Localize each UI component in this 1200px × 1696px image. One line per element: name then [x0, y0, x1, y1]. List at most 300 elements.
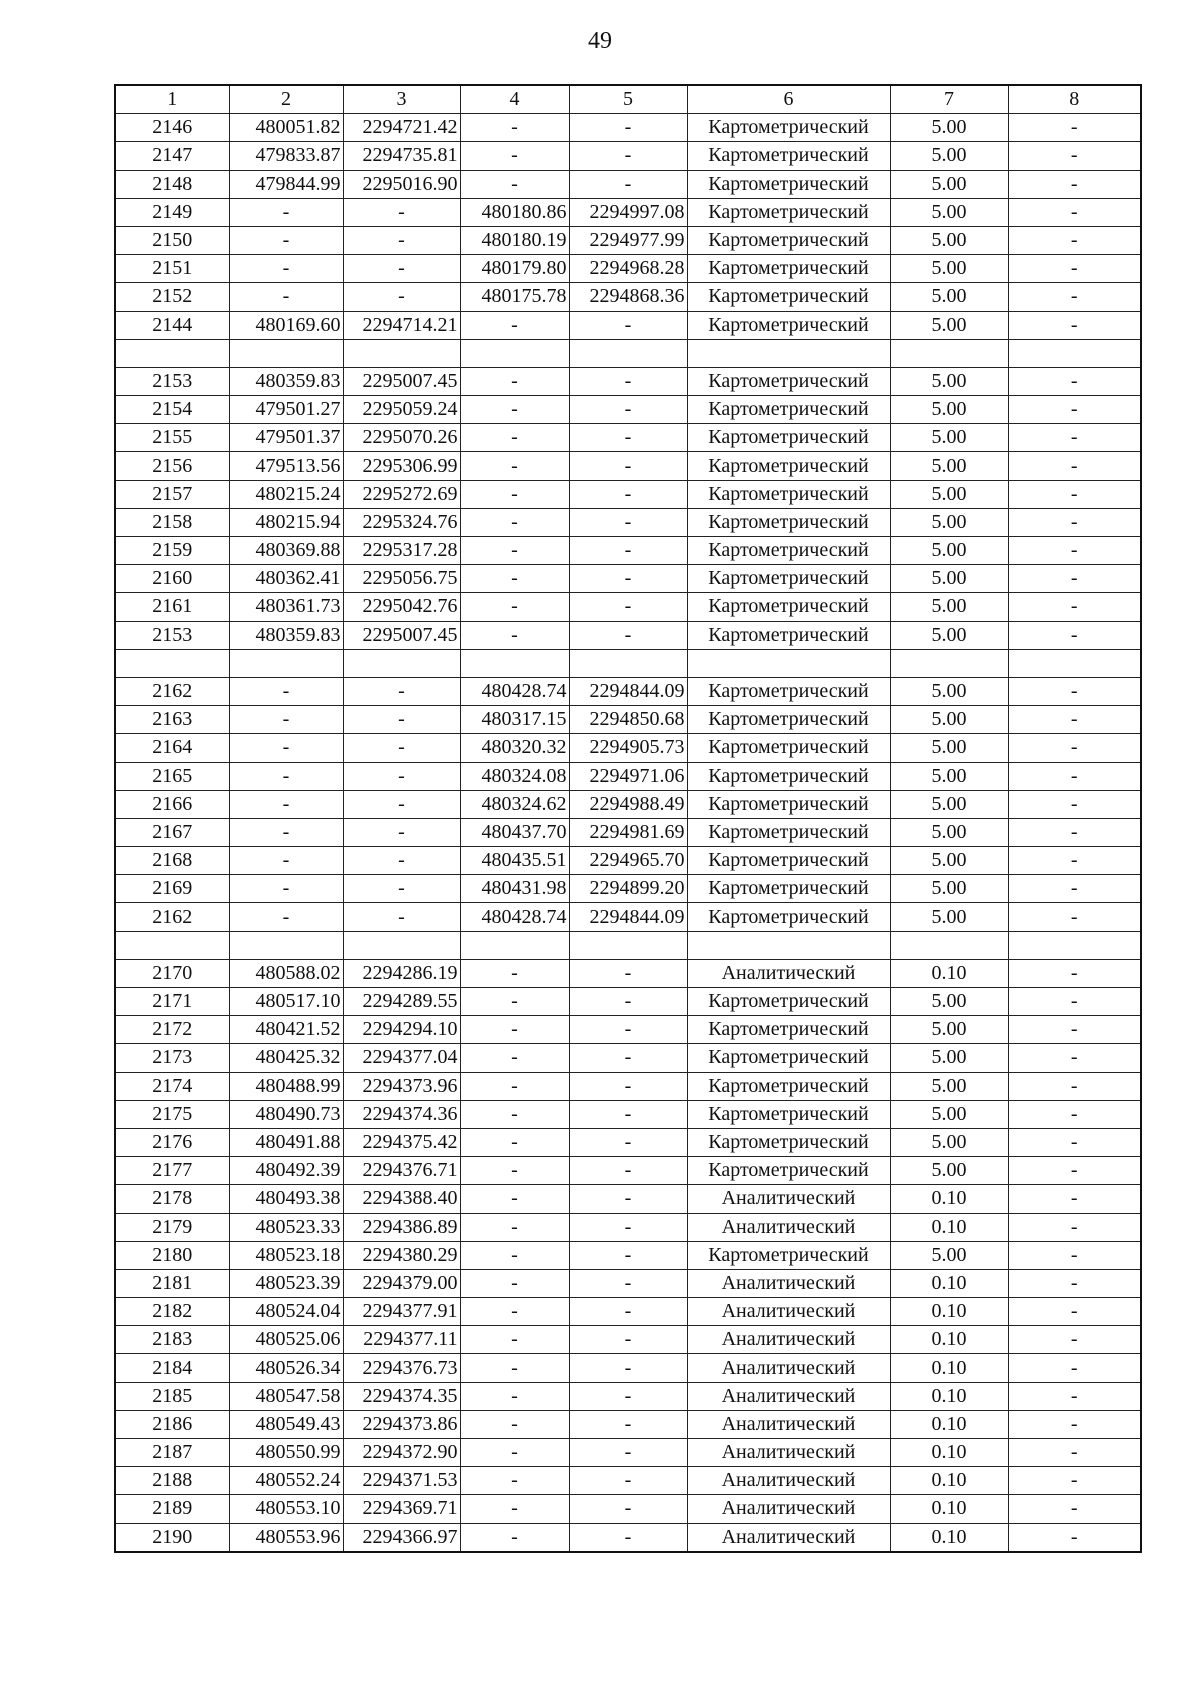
table-row	[115, 1354, 1141, 1382]
table-cell: 5.00	[890, 537, 1008, 565]
table-cell: 2295016.90	[343, 170, 460, 198]
table-row	[115, 875, 1141, 903]
table-cell	[687, 931, 890, 959]
table-cell: -	[1008, 367, 1141, 395]
table-cell: 2151	[115, 255, 229, 283]
table-row	[115, 1523, 1141, 1552]
table-cell: -	[569, 1326, 687, 1354]
table-cell: -	[460, 1382, 569, 1410]
table-cell: 2294997.08	[569, 198, 687, 226]
table-cell: 0.10	[890, 1439, 1008, 1467]
table-cell: 0.10	[890, 1213, 1008, 1241]
table-cell: -	[569, 1072, 687, 1100]
table-cell: 2176	[115, 1128, 229, 1156]
table-cell: 5.00	[890, 114, 1008, 142]
table-cell: Картометрический	[687, 706, 890, 734]
table-cell: -	[569, 367, 687, 395]
table-cell	[229, 339, 343, 367]
table-cell: -	[1008, 452, 1141, 480]
table-row	[115, 1185, 1141, 1213]
table-cell: -	[569, 1467, 687, 1495]
table-cell: -	[460, 424, 569, 452]
table-cell: 480553.96	[229, 1523, 343, 1552]
table-cell: 480552.24	[229, 1467, 343, 1495]
table-row	[115, 988, 1141, 1016]
table-cell: 5.00	[890, 424, 1008, 452]
table-cell: 5.00	[890, 255, 1008, 283]
table-cell: 2177	[115, 1157, 229, 1185]
table-cell: -	[569, 170, 687, 198]
table-cell: 2146	[115, 114, 229, 142]
table-cell: -	[460, 1495, 569, 1523]
table-row	[115, 367, 1141, 395]
table-cell: -	[1008, 311, 1141, 339]
table-cell: -	[460, 1241, 569, 1269]
table-cell	[115, 649, 229, 677]
table-row	[115, 339, 1141, 367]
table-cell: 480493.38	[229, 1185, 343, 1213]
table-cell: 480553.10	[229, 1495, 343, 1523]
table-row	[115, 198, 1141, 226]
table-cell: -	[1008, 1439, 1141, 1467]
table-cell: 2294377.91	[343, 1298, 460, 1326]
table-cell: -	[343, 283, 460, 311]
table-cell: -	[1008, 875, 1141, 903]
table-cell: -	[229, 818, 343, 846]
table-cell: 480523.39	[229, 1269, 343, 1297]
table-cell	[229, 931, 343, 959]
table-cell: -	[460, 1157, 569, 1185]
table-cell: 480437.70	[460, 818, 569, 846]
table-cell: 2294373.86	[343, 1410, 460, 1438]
table-cell: 2295056.75	[343, 565, 460, 593]
table-cell: -	[569, 142, 687, 170]
table-cell: -	[460, 988, 569, 1016]
table-row	[115, 818, 1141, 846]
table-cell: 2186	[115, 1410, 229, 1438]
table-cell: Картометрический	[687, 1241, 890, 1269]
table-cell: -	[1008, 1157, 1141, 1185]
table-cell: -	[229, 734, 343, 762]
table-cell: Картометрический	[687, 226, 890, 254]
table-row	[115, 1326, 1141, 1354]
table-cell: -	[1008, 1326, 1141, 1354]
table-cell: 2295272.69	[343, 480, 460, 508]
table-cell: -	[460, 114, 569, 142]
table-cell: -	[569, 959, 687, 987]
table-cell: 5.00	[890, 396, 1008, 424]
table-cell: 2294286.19	[343, 959, 460, 987]
table-row	[115, 1128, 1141, 1156]
table-cell: 2172	[115, 1016, 229, 1044]
table-cell: 480324.08	[460, 762, 569, 790]
table-cell: -	[460, 1072, 569, 1100]
table-cell: 2167	[115, 818, 229, 846]
table-cell: -	[569, 1241, 687, 1269]
table-cell: 480359.83	[229, 621, 343, 649]
table-cell: -	[1008, 959, 1141, 987]
table-cell: 5.00	[890, 1241, 1008, 1269]
table-cell	[569, 339, 687, 367]
table-cell: 2294376.71	[343, 1157, 460, 1185]
table-cell: -	[569, 1495, 687, 1523]
table-cell: 2185	[115, 1382, 229, 1410]
table-cell: 2294968.28	[569, 255, 687, 283]
table-cell: 2162	[115, 677, 229, 705]
table-cell: 480361.73	[229, 593, 343, 621]
table-row	[115, 790, 1141, 818]
header-cell: 4	[460, 85, 569, 114]
header-cell: 5	[569, 85, 687, 114]
table-cell: -	[1008, 677, 1141, 705]
table-cell: 2294289.55	[343, 988, 460, 1016]
table-row	[115, 1382, 1141, 1410]
table-row	[115, 1044, 1141, 1072]
table-cell: 5.00	[890, 452, 1008, 480]
table-cell: 0.10	[890, 1354, 1008, 1382]
table-cell: Картометрический	[687, 508, 890, 536]
table-cell: -	[343, 762, 460, 790]
table-cell: 5.00	[890, 1100, 1008, 1128]
table-cell: 2169	[115, 875, 229, 903]
table-cell: -	[1008, 1044, 1141, 1072]
table-cell: 5.00	[890, 593, 1008, 621]
table-cell	[890, 339, 1008, 367]
table-cell: 2294971.06	[569, 762, 687, 790]
table-cell: Картометрический	[687, 593, 890, 621]
table-cell: Картометрический	[687, 1128, 890, 1156]
table-cell: Картометрический	[687, 847, 890, 875]
table-row	[115, 903, 1141, 931]
table-cell	[115, 931, 229, 959]
table-cell: 2295306.99	[343, 452, 460, 480]
table-row	[115, 621, 1141, 649]
table-cell: 0.10	[890, 1269, 1008, 1297]
table-cell: -	[1008, 1410, 1141, 1438]
table-row	[115, 311, 1141, 339]
table-cell: 480359.83	[229, 367, 343, 395]
table-cell: Аналитический	[687, 1439, 890, 1467]
table-row	[115, 593, 1141, 621]
table-cell: Аналитический	[687, 1213, 890, 1241]
table-cell: 2165	[115, 762, 229, 790]
table-cell: 480526.34	[229, 1354, 343, 1382]
table-cell: 480051.82	[229, 114, 343, 142]
table-cell: 2181	[115, 1269, 229, 1297]
table-cell: Картометрический	[687, 142, 890, 170]
header-cell: 3	[343, 85, 460, 114]
table-row	[115, 1439, 1141, 1467]
table-cell: -	[1008, 565, 1141, 593]
table-cell: -	[343, 847, 460, 875]
table-cell: 480492.39	[229, 1157, 343, 1185]
table-cell: 479513.56	[229, 452, 343, 480]
table-cell: -	[460, 170, 569, 198]
table-cell: 2147	[115, 142, 229, 170]
table-cell: -	[569, 988, 687, 1016]
table-cell: -	[460, 1044, 569, 1072]
table-cell: Картометрический	[687, 565, 890, 593]
table-cell: 2294386.89	[343, 1213, 460, 1241]
table-cell: -	[1008, 1016, 1141, 1044]
table-cell: -	[343, 875, 460, 903]
table-cell: -	[1008, 734, 1141, 762]
table-row	[115, 734, 1141, 762]
table-cell: 2294379.00	[343, 1269, 460, 1297]
table-cell: 480550.99	[229, 1439, 343, 1467]
table-cell: 0.10	[890, 1523, 1008, 1552]
table-cell: -	[1008, 1298, 1141, 1326]
table-cell: -	[460, 537, 569, 565]
table-cell: 5.00	[890, 508, 1008, 536]
table-cell: -	[343, 677, 460, 705]
table-cell: -	[1008, 226, 1141, 254]
header-cell: 1	[115, 85, 229, 114]
table-cell: -	[1008, 621, 1141, 649]
table-cell: 2164	[115, 734, 229, 762]
table-cell: -	[1008, 1495, 1141, 1523]
table-cell: 5.00	[890, 903, 1008, 931]
table-cell: 2295317.28	[343, 537, 460, 565]
table-cell: 2294850.68	[569, 706, 687, 734]
table-cell: 0.10	[890, 1495, 1008, 1523]
table-cell: 5.00	[890, 762, 1008, 790]
table-cell	[687, 339, 890, 367]
table-row	[115, 1016, 1141, 1044]
table-cell	[343, 649, 460, 677]
table-cell: -	[460, 1467, 569, 1495]
table-cell: -	[460, 1100, 569, 1128]
table-cell: 2294899.20	[569, 875, 687, 903]
table-cell: 480180.86	[460, 198, 569, 226]
table-cell: 2294369.71	[343, 1495, 460, 1523]
table-cell: Картометрический	[687, 790, 890, 818]
table-cell: -	[1008, 1269, 1141, 1297]
table-cell: 480425.32	[229, 1044, 343, 1072]
table-cell: -	[460, 452, 569, 480]
table-row	[115, 847, 1141, 875]
table-cell: -	[1008, 1467, 1141, 1495]
table-cell: 480490.73	[229, 1100, 343, 1128]
table-cell: -	[569, 1185, 687, 1213]
table-cell: -	[460, 1185, 569, 1213]
table-cell: 479501.37	[229, 424, 343, 452]
table-cell: -	[1008, 537, 1141, 565]
table-row	[115, 114, 1141, 142]
table-cell: -	[460, 621, 569, 649]
table-row	[115, 1100, 1141, 1128]
table-cell: -	[569, 1044, 687, 1072]
table-cell: -	[1008, 847, 1141, 875]
table-cell: -	[569, 565, 687, 593]
table-cell: 5.00	[890, 142, 1008, 170]
table-cell: 2295042.76	[343, 593, 460, 621]
table-cell: -	[569, 1439, 687, 1467]
table-cell: 2295007.45	[343, 367, 460, 395]
table-row	[115, 1241, 1141, 1269]
table-cell: Картометрический	[687, 1100, 890, 1128]
table-row	[115, 508, 1141, 536]
table-cell: -	[569, 1016, 687, 1044]
table-cell: 2162	[115, 903, 229, 931]
table-cell: 2175	[115, 1100, 229, 1128]
table-cell: -	[569, 1523, 687, 1552]
table-cell: -	[460, 1298, 569, 1326]
table-cell: -	[1008, 283, 1141, 311]
table-cell: -	[569, 1128, 687, 1156]
header-cell: 7	[890, 85, 1008, 114]
table-cell: -	[229, 226, 343, 254]
table-cell: Картометрический	[687, 762, 890, 790]
table-cell: -	[229, 255, 343, 283]
table-cell: 2188	[115, 1467, 229, 1495]
table-cell: -	[460, 396, 569, 424]
table-cell: Аналитический	[687, 1269, 890, 1297]
table-cell: -	[1008, 818, 1141, 846]
table-cell: Картометрический	[687, 988, 890, 1016]
table-cell: -	[569, 537, 687, 565]
table-row	[115, 142, 1141, 170]
table-cell: -	[343, 903, 460, 931]
table-cell: -	[569, 1354, 687, 1382]
table-cell: -	[460, 508, 569, 536]
table-cell: Картометрический	[687, 1157, 890, 1185]
table-cell: -	[460, 1410, 569, 1438]
table-cell: 480431.98	[460, 875, 569, 903]
table-cell: -	[569, 480, 687, 508]
table-cell: 480428.74	[460, 677, 569, 705]
table-cell: 5.00	[890, 621, 1008, 649]
table-cell: 2294388.40	[343, 1185, 460, 1213]
table-cell: 2294868.36	[569, 283, 687, 311]
table-cell: -	[1008, 1382, 1141, 1410]
table-cell: -	[1008, 1185, 1141, 1213]
table-cell: 2294377.11	[343, 1326, 460, 1354]
table-cell: 5.00	[890, 283, 1008, 311]
table-cell: -	[1008, 1213, 1141, 1241]
table-row	[115, 255, 1141, 283]
table-cell: Картометрический	[687, 875, 890, 903]
table-cell: Картометрический	[687, 677, 890, 705]
table-cell: 2294375.42	[343, 1128, 460, 1156]
table-cell: 480179.80	[460, 255, 569, 283]
table-cell	[343, 931, 460, 959]
table-cell: -	[1008, 396, 1141, 424]
table-cell: Картометрический	[687, 621, 890, 649]
table-cell: -	[460, 480, 569, 508]
table-cell: 480547.58	[229, 1382, 343, 1410]
table-cell: -	[460, 565, 569, 593]
table-cell: Картометрический	[687, 283, 890, 311]
table-row	[115, 677, 1141, 705]
table-cell: 2294380.29	[343, 1241, 460, 1269]
table-cell: Аналитический	[687, 1298, 890, 1326]
table-cell: 5.00	[890, 226, 1008, 254]
table-row	[115, 537, 1141, 565]
table-cell: Аналитический	[687, 1467, 890, 1495]
table-cell: Аналитический	[687, 1382, 890, 1410]
table-cell: -	[569, 1213, 687, 1241]
table-cell: Аналитический	[687, 1326, 890, 1354]
table-cell: -	[1008, 790, 1141, 818]
table-cell: -	[1008, 198, 1141, 226]
table-cell: 2154	[115, 396, 229, 424]
table-cell: 2294735.81	[343, 142, 460, 170]
table-cell: -	[1008, 114, 1141, 142]
table-cell: 5.00	[890, 1044, 1008, 1072]
table-cell: 5.00	[890, 818, 1008, 846]
table-row	[115, 1298, 1141, 1326]
table-cell: -	[460, 142, 569, 170]
table-cell: -	[1008, 1241, 1141, 1269]
table-cell: Картометрический	[687, 1072, 890, 1100]
table-cell: 0.10	[890, 1467, 1008, 1495]
table-cell: Картометрический	[687, 1044, 890, 1072]
table-cell: -	[1008, 424, 1141, 452]
table-row	[115, 480, 1141, 508]
table-cell: -	[569, 1298, 687, 1326]
table-cell	[229, 649, 343, 677]
table-cell: 2163	[115, 706, 229, 734]
table-cell	[460, 931, 569, 959]
header-cell: 6	[687, 85, 890, 114]
table-cell: 480317.15	[460, 706, 569, 734]
table-cell	[460, 339, 569, 367]
table-cell: 480324.62	[460, 790, 569, 818]
table-cell: 480588.02	[229, 959, 343, 987]
table-cell: -	[343, 255, 460, 283]
table-cell: -	[1008, 480, 1141, 508]
table-cell: 2144	[115, 311, 229, 339]
table-cell: -	[460, 1128, 569, 1156]
table-cell: Картометрический	[687, 734, 890, 762]
table-cell: -	[1008, 762, 1141, 790]
table-cell: 2149	[115, 198, 229, 226]
table-cell: -	[569, 452, 687, 480]
table-cell: 5.00	[890, 734, 1008, 762]
table-cell: -	[569, 1100, 687, 1128]
table-cell: -	[229, 762, 343, 790]
table-cell: Аналитический	[687, 1495, 890, 1523]
table-cell: -	[229, 706, 343, 734]
table-cell: 2294294.10	[343, 1016, 460, 1044]
table-cell	[687, 649, 890, 677]
table-cell: 2294721.42	[343, 114, 460, 142]
table-cell: -	[1008, 706, 1141, 734]
table-cell: 2187	[115, 1439, 229, 1467]
table-cell: 0.10	[890, 959, 1008, 987]
table-cell	[1008, 931, 1141, 959]
table-cell: 5.00	[890, 1072, 1008, 1100]
table-cell: Картометрический	[687, 311, 890, 339]
table-cell: 2173	[115, 1044, 229, 1072]
table-cell: 2294374.35	[343, 1382, 460, 1410]
table-cell: Аналитический	[687, 1523, 890, 1552]
table-row	[115, 424, 1141, 452]
table-cell: 5.00	[890, 480, 1008, 508]
table-cell: 5.00	[890, 198, 1008, 226]
table-row	[115, 1213, 1141, 1241]
table-cell: -	[460, 1354, 569, 1382]
table-row	[115, 1467, 1141, 1495]
table-row	[115, 1157, 1141, 1185]
table-cell: 0.10	[890, 1298, 1008, 1326]
table-cell: -	[1008, 903, 1141, 931]
table-cell: -	[569, 1410, 687, 1438]
table-cell: 2174	[115, 1072, 229, 1100]
table-cell: -	[229, 198, 343, 226]
table-cell: -	[460, 1213, 569, 1241]
